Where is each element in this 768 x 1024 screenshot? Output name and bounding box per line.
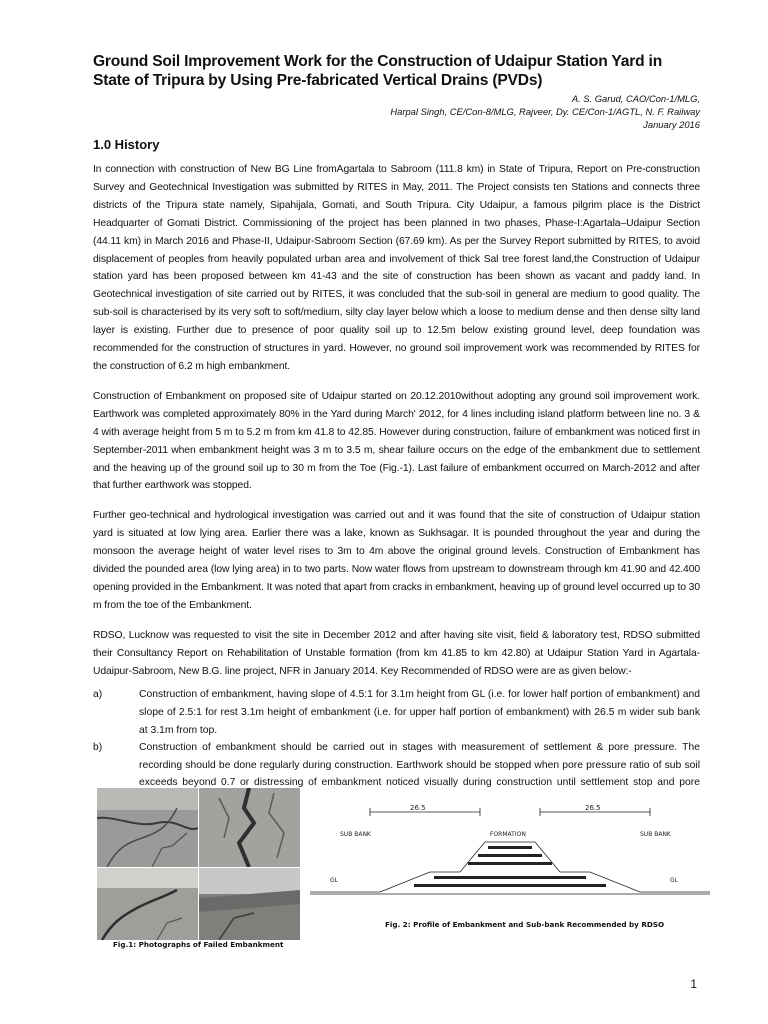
photo-4-graphic [199,868,300,940]
photo-1-graphic [97,788,198,867]
profile-drawing-svg [310,802,710,908]
figures-area [0,788,768,968]
section-heading: 1.0 History [93,137,160,152]
page-number: 1 [690,977,697,991]
fig2-dim-left: 26.5 [410,804,426,812]
fig2-dim-right: 26.5 [585,804,601,812]
paragraph-3: Further geo-technical and hydrological investigation was carried out and it was found that the site of construction of Udaipur station yard is situated at low lying area. Earlier there was a lake, known as Sukhsagar. It is pounded throughout the year and during the monsoon the average height of water level rises to 3m to 4m above the original ground levels. Construction of Embankment has divided the pounded area (low lying area) in to two parts. Now water flows from upstream to downstream through km 41.90 and 42.400 opening provided in the Embankment. It was noted that apart from cracks in embankment, heaving up of ground level occurred up to 30 m from the toe of the Embankment. [93,510,700,611]
photo-3-graphic [97,868,198,940]
failed-embankment-photo-3 [97,868,198,940]
author-date: January 2016 [643,119,700,130]
author-block [93,92,700,131]
svg-text:GL: GL [330,877,338,884]
list-marker: a) [93,689,103,701]
fig2-caption: Fig. 2: Profile of Embankment and Sub-bank Recommended by RDSO [385,920,665,929]
list-text: Construction of embankment, having slope of 4.5:1 for 3.1m height from GL (i.e. for lower half portion of embankment) and slope of 2.5:1 for rest 3.1m height of embankment (i.e. for upper half portion of embankment) with 26.5 m wider sub bank at 3.1m from top. [139,689,700,736]
paragraph-4: RDSO, Lucknow was requested to visit the site in December 2012 and after having site visit, field & laboratory test, RDSO submitted their Consultancy Report on Rehabilitation of Unstable formation (from km 41.85 to km 42.80) at Udaipur Station Yard in Agartala-Udaipur-Sabroom, New B.G. line project, NFR in January 2014. Key Recommended of RDSO were are as given below:- [93,629,700,677]
photo-2-graphic [199,788,300,867]
failed-embankment-photo-2 [199,788,300,867]
author-line-2: Harpal Singh, CE/Con-8/MLG, Rajveer, Dy. CE/Con-1/AGTL, N. F. Railway [390,106,700,117]
paper-title: Ground Soil Improvement Work for the Construction of Udaipur Station Yard in State of Tripura by Using Pre-fabricated Vertical Drains (PVDs) [93,53,663,89]
list-marker: b) [93,742,103,754]
paper-page [93,52,700,810]
svg-text:FORMATION: FORMATION [490,831,526,838]
paragraph-2: Construction of Embankment on proposed site of Udaipur started on 20.12.2010without adopting any ground soil improvement work. Earthwork was completed approximately 80% in the Yard during March' 2012, for 4 lines including island platform between line no. 3 & 4 with average height from 5 m to 5.2 m from km 41.8 to 42.85. However during construction, failure of embankment was noticed first in September-2011 when embankment height was 3 m to 3.5 m, shear failure occurs on the edge of the embankment due to settlement and the heaving up of the ground soil up to 30 m from the Toe (Fig.-1). Last failure of embankment occurred on March-2012 and after that further earthwork was stopped. [93,390,700,492]
failed-embankment-photo-4 [199,868,300,940]
svg-text:SUB BANK: SUB BANK [340,831,371,838]
author-line-1: A. S. Garud, CAO/Con-1/MLG, [571,93,700,104]
svg-text:GL: GL [670,877,678,884]
embankment-profile-drawing [310,802,710,908]
paragraph-1: In connection with construction of New BG Line fromAgartala to Sabroom (111.8 km) in State of Tripura, Report on Pre-construction Survey and Geotechnical Investigation was submitted by RITES in May, 2011. The Project consists ten Stations and connects three districts of the Tripura state namely, Sipahijala, Gomati, and South Tripura. City Udaipur, a famous pilgrim place is the District Headquarter of Gomati District. Commissioning of the project has been planned in two phases, Phase-I:Agartala–Udaipur Section (44.11 km) in March 2016 and Phase-II, Udaipur-Sabroom Section (67.69 km). As per the Survey Report submitted by RITES, to avoid displacement of peoples from heavily populated urban area and involvement of thick Sal tree forest land,the Construction of Udaipur station yard has been proposed between km 41-43 and the site of construction has been shown as vacant and paddy land. In Geotechnical investigation of site carried out by RITES, it was concluded that the sub-soil in general are medium to good quality. The sub-soil is characterised by its very soft to soft/medium, silty clay layer below which a loose to medium dense and then dense silty land layer is existing. Further due to presence of poor quality soil up to 12.5m below existing ground level, deep foundation was recommended for the construction of structures in yard. However, no ground soil improvement work was recommended by RITES for the construction of 6.2 m high embankment. [93,164,700,372]
failed-embankment-photo-1 [97,788,198,867]
svg-text:SUB BANK: SUB BANK [640,831,671,838]
fig1-caption: Fig.1: Photographs of Failed Embankment [113,940,284,949]
list-text: Construction of embankment should be carried out in stages with measurement of settlement & pore pressure. The recording should be done regularly during construction. Earthwork should be stopped when pore pressure ratio of sub soil exceeds beyond 0.7 or distressing of embankment noticed visually during construction until settlement stop and pore [139,742,700,789]
list-item [93,686,700,739]
